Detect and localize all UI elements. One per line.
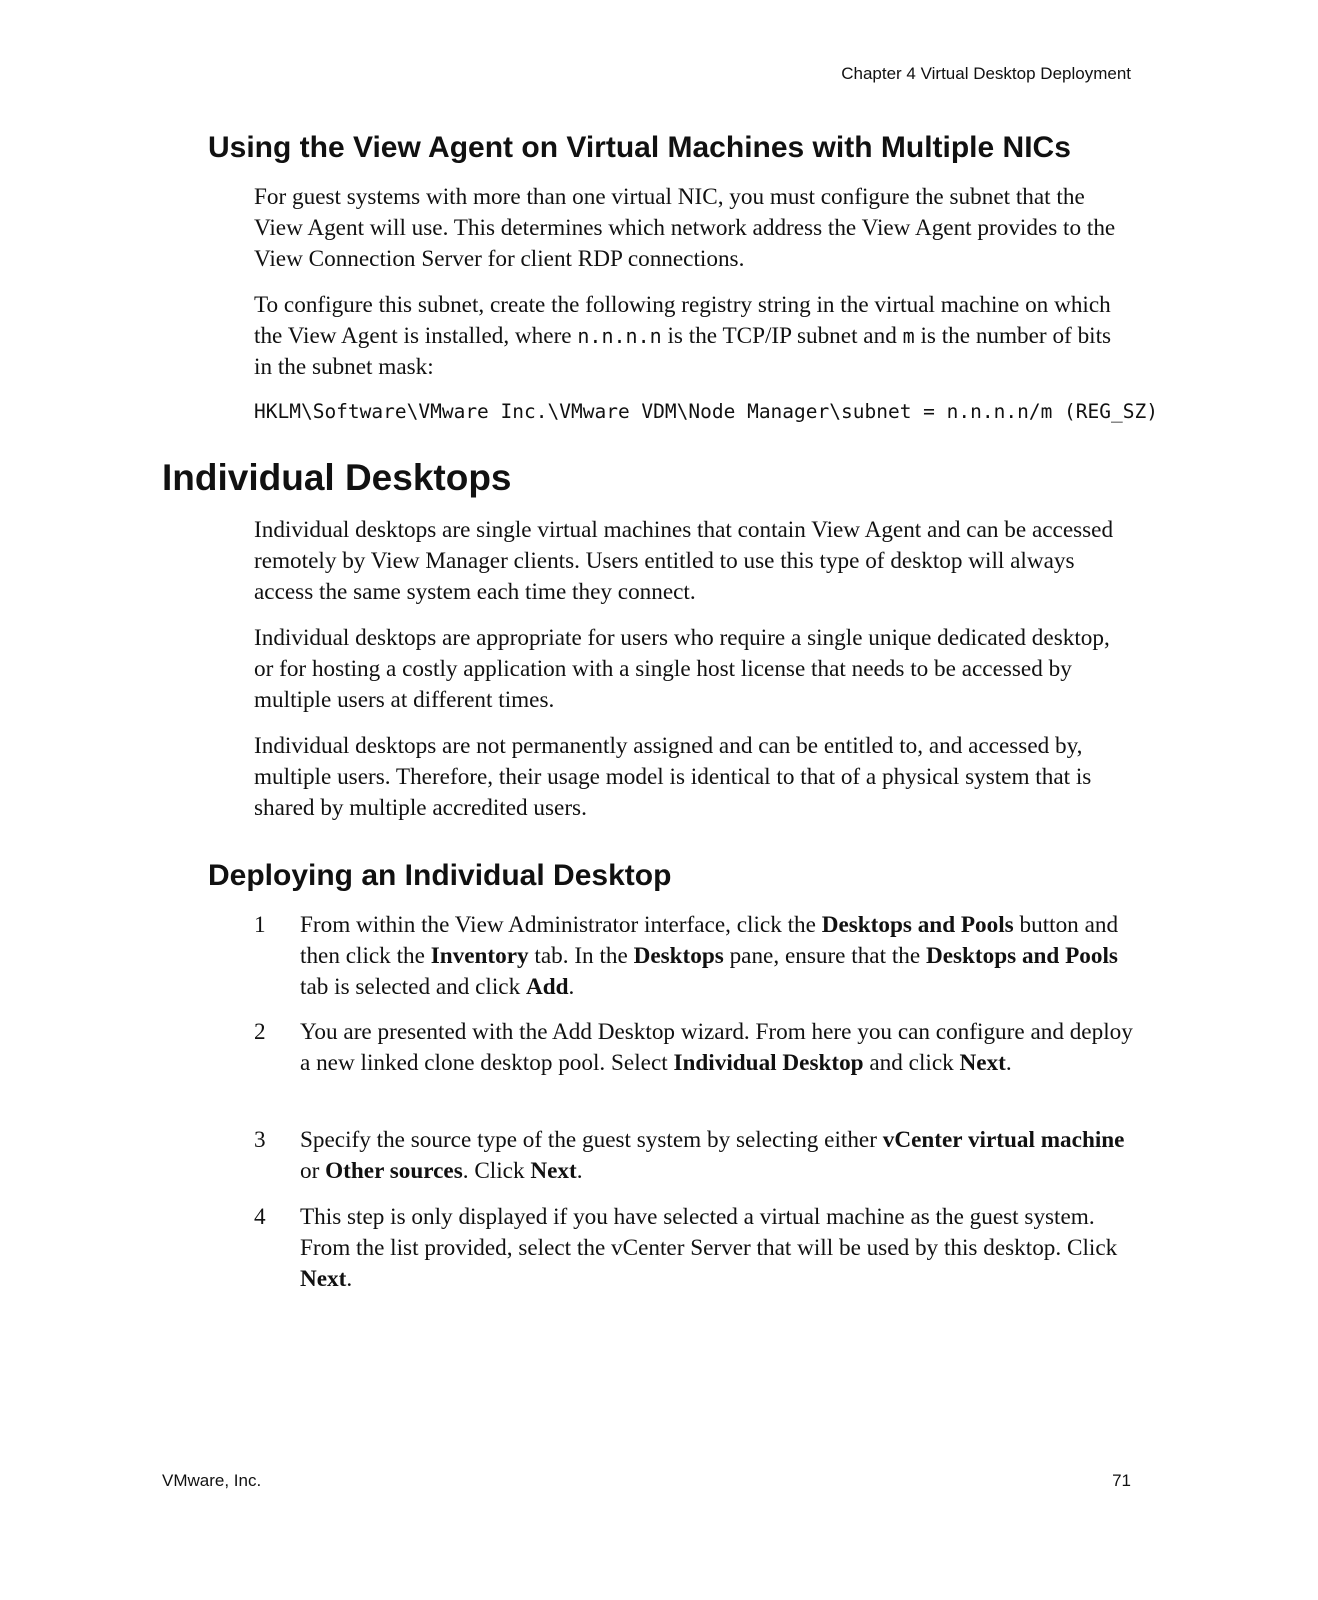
step-number: 2 (254, 1019, 266, 1045)
ui-term: Next (959, 1050, 1006, 1076)
footer-company: VMware, Inc. (162, 1471, 262, 1490)
inline-code-subnet: n.n.n.n (577, 324, 662, 348)
text-span: To configure this subnet, create the following registry string in the virtual machine on which the View Agent is installed, where (254, 292, 1111, 349)
ui-term: Other sources (325, 1158, 463, 1184)
text-span: is the number of bits in the subnet mask: (254, 323, 1112, 380)
heading-multiple-nics: Using the View Agent on Virtual Machines with Multiple NICs (208, 131, 1071, 164)
text-span: From within the View Administrator interface, click the (300, 912, 822, 938)
paragraph-individual-intro: Individual desktops are single virtual machines that contain View Agent and can be accessed remotely by View Manager clients. Users entitled to use this type of desktop will always access the same system each time they connect. (254, 517, 1114, 605)
step-number: 4 (254, 1204, 266, 1230)
ui-term: vCenter virtual machine (882, 1127, 1125, 1153)
heading-individual-desktops: Individual Desktops (162, 457, 512, 498)
text-span: . (346, 1266, 353, 1292)
step-text (300, 910, 1134, 1003)
ui-term: Next (530, 1158, 577, 1184)
text-span: tab is selected and click (300, 974, 526, 1000)
ui-term: Individual Desktop (673, 1050, 864, 1076)
step-text (300, 1017, 1134, 1079)
text-span: . (568, 974, 575, 1000)
step-text (300, 1202, 1134, 1295)
registry-code-block: HKLM\Software\VMware Inc.\VMware VDM\Node Manager\subnet = n.n.n.n/m (REG_SZ) (254, 400, 1158, 423)
ui-term: Next (300, 1266, 347, 1292)
text-span: pane, ensure that the (723, 943, 926, 969)
ui-term: Desktops (633, 943, 724, 969)
paragraph-individual-usage: Individual desktops are appropriate for users who require a single unique dedicated desktop, or for hosting a costly application with a single host license that needs to be accessed by multiple users at different times. (254, 625, 1110, 713)
text-span: You are presented with the Add Desktop wizard. From here you can configure and deploy a new linked clone desktop pool. Select (300, 1019, 1133, 1076)
page-number: 71 (1112, 1471, 1131, 1490)
paragraph-subnet-config (254, 290, 1134, 383)
text-span: . Click (462, 1158, 531, 1184)
text-span: . (1005, 1050, 1012, 1076)
text-span: tab. In the (528, 943, 634, 969)
text-span: Specify the source type of the guest system by selecting either (300, 1127, 883, 1153)
ui-term: Desktops and Pools (821, 912, 1014, 938)
step-number: 3 (254, 1127, 266, 1153)
text-span: This step is only displayed if you have selected a virtual machine as the guest system. From the list provided, select the vCenter Server that will be used by this desktop. Click (300, 1204, 1118, 1261)
ui-term: Inventory (430, 943, 529, 969)
text-span: button and then click the (300, 912, 1119, 969)
text-span: . (576, 1158, 583, 1184)
text-span: or (300, 1158, 326, 1184)
running-header: Chapter 4 Virtual Desktop Deployment (841, 64, 1131, 83)
paragraph-individual-entitlement: Individual desktops are not permanently assigned and can be entitled to, and accessed by, multiple users. Therefore, their usage model is identical to that of a physical system that is shared by multiple accredited users. (254, 733, 1092, 821)
heading-deploying: Deploying an Individual Desktop (208, 859, 672, 892)
step-number: 1 (254, 912, 266, 938)
text-span: is the TCP/IP subnet and (661, 323, 903, 349)
paragraph-nic-intro: For guest systems with more than one virtual NIC, you must configure the subnet that the View Agent will use. This determines which network address the View Agent provides to the View Connection Server for client RDP connections. (254, 184, 1116, 272)
ui-term: Desktops and Pools (925, 943, 1118, 969)
ui-term: Add (526, 974, 569, 1000)
step-text (300, 1125, 1134, 1187)
inline-code-mask: m (902, 324, 915, 348)
text-span: and click (863, 1050, 960, 1076)
